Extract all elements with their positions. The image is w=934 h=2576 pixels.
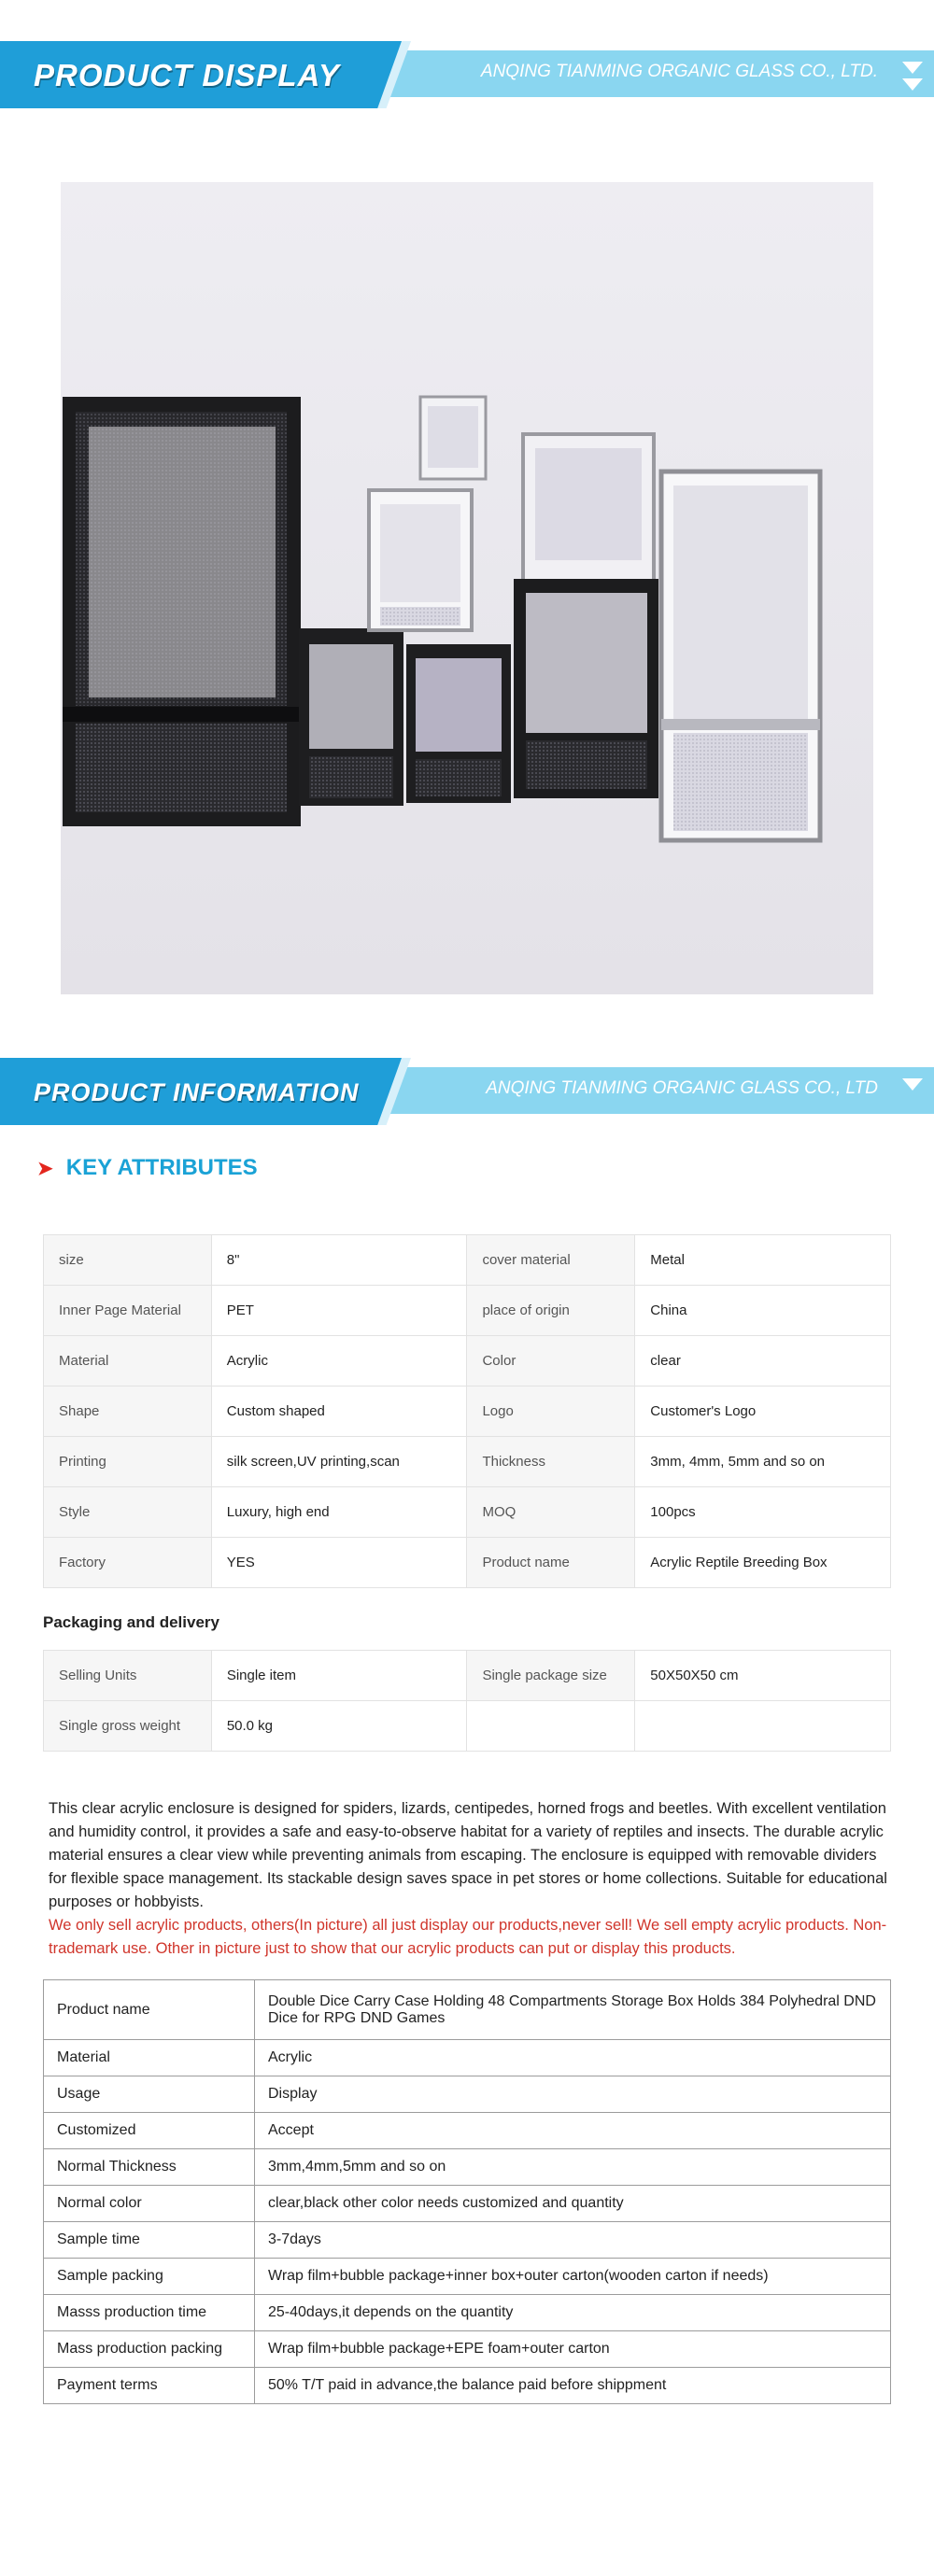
table-row — [44, 2186, 891, 2222]
spec-value: 3-7days — [255, 2222, 891, 2259]
attr-value — [635, 1701, 891, 1752]
attr-value: clear — [635, 1336, 891, 1387]
product-display-banner — [0, 41, 934, 108]
product-information-banner — [0, 1058, 934, 1125]
table-row — [44, 2149, 891, 2186]
attr-value: PET — [211, 1286, 467, 1336]
attr-value: 8" — [211, 1235, 467, 1286]
banner-company: ANQING TIANMING ORGANIC GLASS CO., LTD. — [480, 62, 878, 81]
attr-key: size — [44, 1235, 212, 1286]
spec-value: Wrap film+bubble package+inner box+outer carton(wooden carton if needs) — [255, 2259, 891, 2295]
attr-key: cover material — [467, 1235, 635, 1286]
spec-value: Acrylic — [255, 2040, 891, 2076]
attr-key: Style — [44, 1487, 212, 1538]
banner-company: ANQING TIANMING ORGANIC GLASS CO., LTD — [486, 1078, 878, 1098]
spec-key: Normal color — [44, 2186, 255, 2222]
attr-value: Metal — [635, 1235, 891, 1286]
attr-key: Single package size — [467, 1651, 635, 1701]
attr-value: China — [635, 1286, 891, 1336]
spec-key: Usage — [44, 2076, 255, 2113]
table-row — [44, 1487, 891, 1538]
spec-key: Payment terms — [44, 2368, 255, 2404]
attr-value: 100pcs — [635, 1487, 891, 1538]
table-row — [44, 1538, 891, 1588]
spec-value: Display — [255, 2076, 891, 2113]
spec-value: Double Dice Carry Case Holding 48 Compartments Storage Box Holds 384 Polyhedral DND Dice for RPG DND Games — [255, 1980, 891, 2040]
spec-key: Normal Thickness — [44, 2149, 255, 2186]
double-chevron-down-icon — [900, 58, 925, 95]
attr-value: 50X50X50 cm — [635, 1651, 891, 1701]
spec-key: Sample packing — [44, 2259, 255, 2295]
spec-value: 50% T/T paid in advance,the balance paid before shippment — [255, 2368, 891, 2404]
attr-key: Shape — [44, 1387, 212, 1437]
table-row — [44, 2113, 891, 2149]
attr-key: Selling Units — [44, 1651, 212, 1701]
table-row — [44, 2222, 891, 2259]
attr-value: silk screen,UV printing,scan — [211, 1437, 467, 1487]
table-row — [44, 1235, 891, 1286]
table-row — [44, 2331, 891, 2368]
attr-key: Product name — [467, 1538, 635, 1588]
banner-title: PRODUCT DISPLAY — [34, 58, 340, 92]
key-attributes-title: KEY ATTRIBUTES — [65, 1155, 258, 1180]
attr-value: Acrylic — [211, 1336, 467, 1387]
spec-value: Accept — [255, 2113, 891, 2149]
key-attributes-table — [43, 1234, 891, 1588]
product-description — [49, 1797, 889, 1961]
attr-key: Single gross weight — [44, 1701, 212, 1752]
table-row — [44, 1980, 891, 2040]
attr-key: Logo — [467, 1387, 635, 1437]
table-row — [44, 1437, 891, 1487]
chevron-down-icon — [900, 1075, 925, 1112]
attr-value: Luxury, high end — [211, 1487, 467, 1538]
packaging-heading: Packaging and delivery — [43, 1613, 219, 1631]
spec-value: Wrap film+bubble package+EPE foam+outer carton — [255, 2331, 891, 2368]
table-row — [44, 2295, 891, 2331]
description-text: This clear acrylic enclosure is designed for spiders, lizards, centipedes, horned frogs and beetles. With excellent ventilation and humidity control, it provides a safe and easy-to-observe habitat for a variety of reptiles and insects. The durable acrylic material ensures a clear view while preventing animals from escaping. The enclosure is equipped with removable dividers for flexible space management. Its stackable design saves space in pet stores or home collections. Suitable for educational purposes or hobbyists. — [49, 1800, 887, 1910]
attr-key: Material — [44, 1336, 212, 1387]
table-row — [44, 2259, 891, 2295]
spec-key: Mass production packing — [44, 2331, 255, 2368]
table-row — [44, 1336, 891, 1387]
attr-value: Acrylic Reptile Breeding Box — [635, 1538, 891, 1588]
attr-value: Single item — [211, 1651, 467, 1701]
attr-key: Inner Page Material — [44, 1286, 212, 1336]
attr-value: 50.0 kg — [211, 1701, 467, 1752]
spec-key: Customized — [44, 2113, 255, 2149]
attr-key: Thickness — [467, 1437, 635, 1487]
attr-value: 3mm, 4mm, 5mm and so on — [635, 1437, 891, 1487]
attr-value: YES — [211, 1538, 467, 1588]
table-row — [44, 2040, 891, 2076]
packaging-table — [43, 1650, 891, 1752]
attr-key — [467, 1701, 635, 1752]
table-row — [44, 2368, 891, 2404]
table-row — [44, 1651, 891, 1701]
table-row — [44, 1286, 891, 1336]
attr-key: Color — [467, 1336, 635, 1387]
spec-key: Product name — [44, 1980, 255, 2040]
table-row — [44, 1701, 891, 1752]
attr-key: Printing — [44, 1437, 212, 1487]
spec-value: 25-40days,it depends on the quantity — [255, 2295, 891, 2331]
spec-table — [43, 1979, 891, 2404]
banner-title: PRODUCT INFORMATION — [34, 1078, 360, 1106]
attr-key: place of origin — [467, 1286, 635, 1336]
arrow-right-icon: ➤ — [37, 1159, 53, 1179]
attr-key: MOQ — [467, 1487, 635, 1538]
attr-value: Customer's Logo — [635, 1387, 891, 1437]
spec-key: Sample time — [44, 2222, 255, 2259]
key-attributes-heading — [37, 1155, 258, 1181]
table-row — [44, 2076, 891, 2113]
spec-value: clear,black other color needs customized and quantity — [255, 2186, 891, 2222]
product-photo — [61, 182, 873, 994]
spec-value: 3mm,4mm,5mm and so on — [255, 2149, 891, 2186]
spec-key: Material — [44, 2040, 255, 2076]
spec-key: Masss production time — [44, 2295, 255, 2331]
attr-value: Custom shaped — [211, 1387, 467, 1437]
table-row — [44, 1387, 891, 1437]
acrylic-enclosures-image — [61, 182, 873, 994]
description-notice: We only sell acrylic products, others(In picture) all just display our products,never sell! We sell empty acrylic products. Non-trademark use. Other in picture just to show that our acrylic products can put or display this products. — [49, 1917, 887, 1957]
attr-key: Factory — [44, 1538, 212, 1588]
